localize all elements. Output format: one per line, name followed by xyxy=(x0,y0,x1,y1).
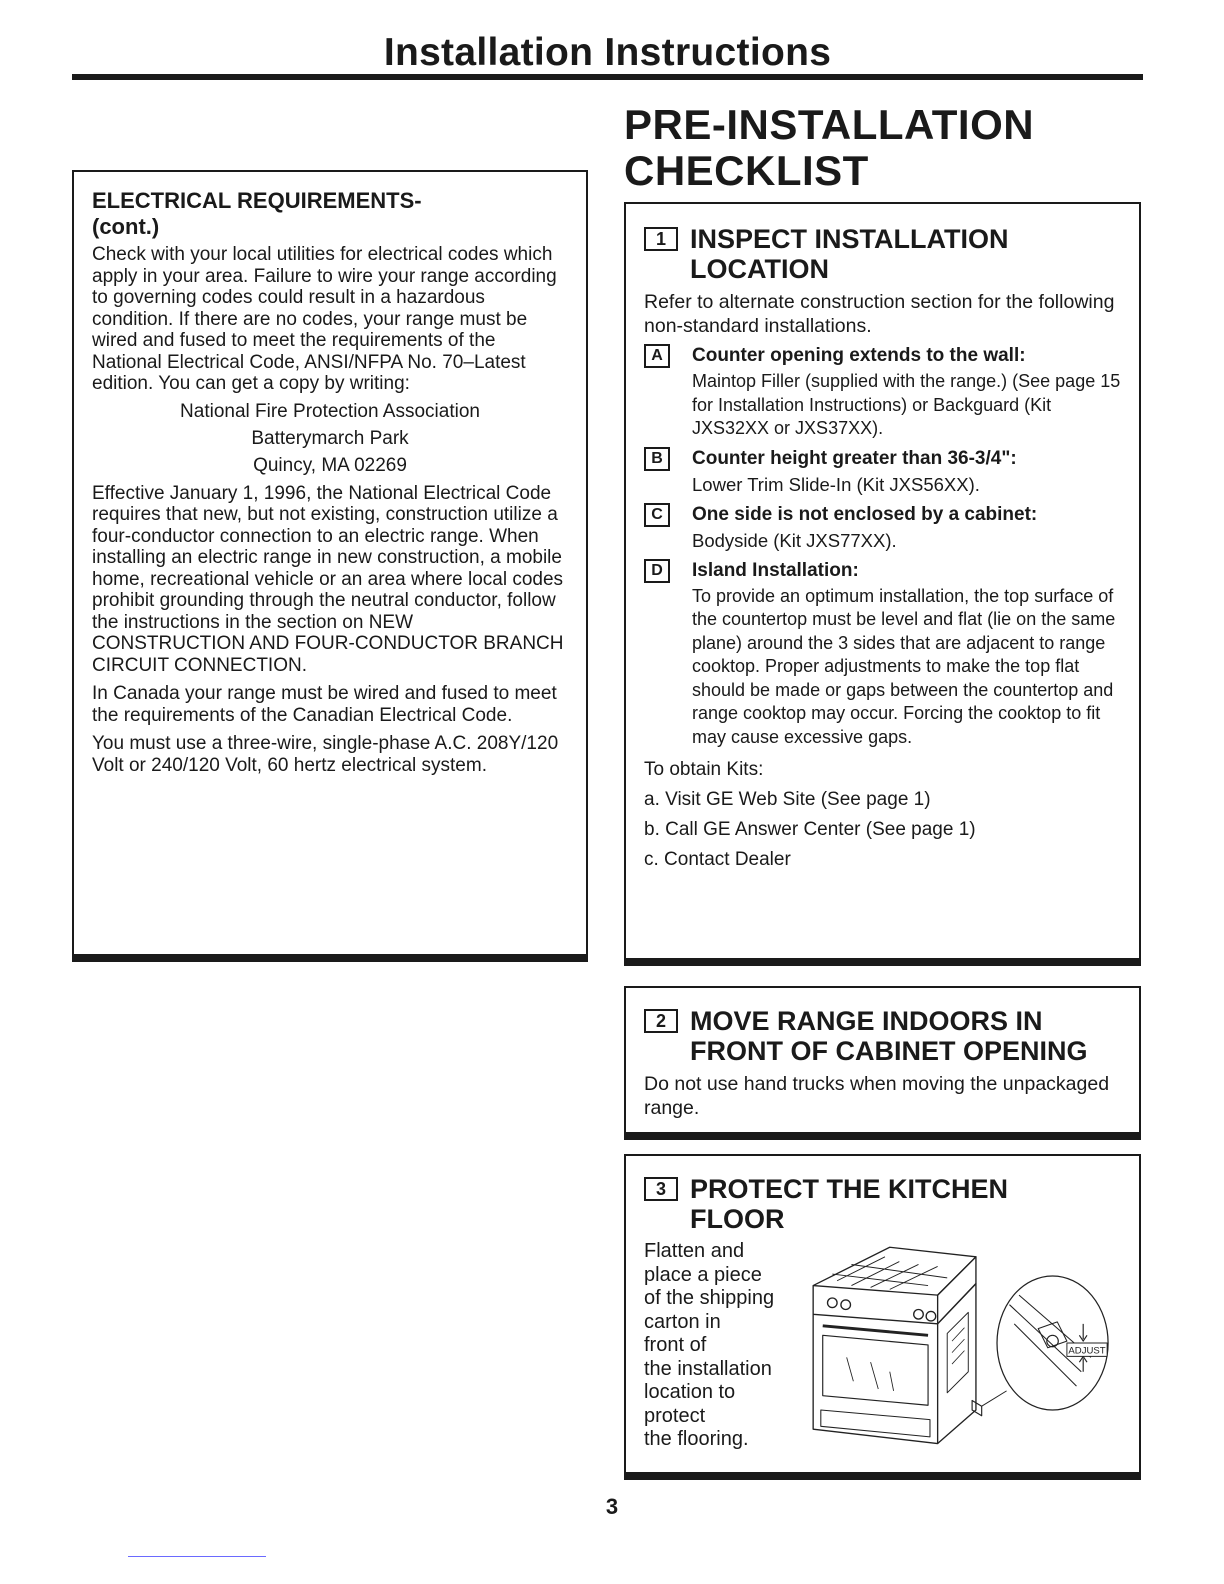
sub-item-heading: Island Installation: xyxy=(692,559,859,581)
arrow-icon xyxy=(1079,1324,1087,1341)
adjust-label: ADJUST xyxy=(1068,1345,1106,1357)
header-rule xyxy=(72,74,1143,80)
address-line: Batterymarch Park xyxy=(251,427,409,449)
electrical-requirements-box xyxy=(72,170,588,956)
knob-icon xyxy=(828,1298,838,1308)
nfpa-address xyxy=(92,398,568,479)
sub-item-b xyxy=(644,447,1121,497)
step-2-box xyxy=(624,986,1141,1134)
arrow-icon xyxy=(1079,1356,1087,1371)
step-number-badge: 3 xyxy=(644,1177,678,1201)
sub-letter-badge: D xyxy=(644,559,670,583)
checklist-title: PRE-INSTALLATION CHECKLIST xyxy=(624,101,1035,194)
sub-item-d xyxy=(644,559,1121,750)
sub-item-body: Bodyside (Kit JXS77XX). xyxy=(692,529,897,551)
kit-option: c. Contact Dealer xyxy=(644,849,791,870)
knob-icon xyxy=(841,1300,851,1310)
electrical-heading: ELECTRICAL REQUIREMENTS- (cont.) xyxy=(92,188,422,239)
step-3-body: Flatten and place a piece of the shipping carton in front of the installation location to protect the flooring. xyxy=(644,1240,775,1450)
kit-option: b. Call GE Answer Center (See page 1) xyxy=(644,819,976,840)
step-3-header xyxy=(644,1174,1121,1234)
step-1-intro: Refer to alternate construction section for the following non-standard installations. xyxy=(644,291,1115,337)
electrical-paragraph-1: Check with your local utilities for electrical codes which apply in your area. Failure to wire your range according to governing codes could result in a hazardous condition. If there are no codes, your range must be wired and fused to meet the requirements of the National Electrical Code, ANSI/NFPA No. 70–Latest edition. You can get a copy by writing: xyxy=(92,244,557,394)
sub-item-a xyxy=(644,344,1121,441)
footer-line xyxy=(128,1556,266,1557)
knob-icon xyxy=(926,1311,936,1321)
step-1-box xyxy=(624,202,1141,960)
sub-letter-badge: A xyxy=(644,344,670,368)
step-2-header xyxy=(644,1006,1121,1066)
kit-option: a. Visit GE Web Site (See page 1) xyxy=(644,789,931,810)
sub-item-heading: Counter opening extends to the wall: xyxy=(692,345,1026,366)
address-line: Quincy, MA 02269 xyxy=(253,454,407,476)
sub-item-c xyxy=(644,503,1121,553)
sub-item-body: Maintop Filler (supplied with the range.) (See page 15 for Installation Instructions) or Backguard (Kit JXS32XX or JXS37XX). xyxy=(692,371,1121,438)
step-number-badge: 1 xyxy=(644,227,678,251)
page-title: Installation Instructions xyxy=(383,31,832,74)
electrical-paragraph-4: You must use a three-wire, single-phase A.C. 208Y/120 Volt or 240/120 Volt, 60 hertz electrical system. xyxy=(92,733,559,776)
address-line: National Fire Protection Association xyxy=(180,400,480,422)
sub-item-body: To provide an optimum installation, the top surface of the countertop must be level and flat (lie on the same plane) around the 3 sides that are adjacent to range cooktop. Proper adjustments to make the top flat should be made or gaps between the countertop and range cooktop may occur. Forcing the cooktop to fit may cause excessive gaps. xyxy=(692,585,1116,747)
kits-label: To obtain Kits: xyxy=(644,759,764,780)
step-2-body: Do not use hand trucks when moving the unpackaged range. xyxy=(644,1073,1110,1119)
range-illustration xyxy=(794,1228,1110,1458)
cooktop-surface xyxy=(813,1247,976,1295)
step-3-title: PROTECT THE KITCHEN FLOOR xyxy=(690,1174,1009,1234)
sub-letter-badge: B xyxy=(644,447,670,471)
sub-item-heading: Counter height greater than 36-3/4": xyxy=(692,447,1017,469)
step-number-badge: 2 xyxy=(644,1009,678,1033)
sub-item-heading: One side is not enclosed by a cabinet: xyxy=(692,503,1038,525)
page-header xyxy=(72,30,1143,76)
page-number: 3 xyxy=(605,1494,619,1519)
knob-icon xyxy=(914,1309,924,1319)
step-1-header xyxy=(644,224,1121,284)
step-2-title: MOVE RANGE INDOORS IN FRONT OF CABINET OPENING xyxy=(690,1006,1088,1066)
sub-item-body: Lower Trim Slide-In (Kit JXS56XX). xyxy=(692,473,980,495)
kits-list xyxy=(644,755,1121,875)
electrical-paragraph-3: In Canada your range must be wired and fused to meet the requirements of the Canadian Electrical Code. xyxy=(92,683,557,726)
step-1-title: INSPECT INSTALLATION LOCATION xyxy=(690,224,1009,284)
sub-letter-badge: C xyxy=(644,503,670,527)
electrical-paragraph-2: Effective January 1, 1996, the National Electrical Code requires that new, but not existing, construction utilize a four-conductor connection to an electric range. When installing an electric range in new construction, a mobile home, recreational vehicle or an area where local codes prohibit grounding through the neutral conductor, follow the instructions in the section on NEW CONSTRUCTION AND FOUR-CONDUCTOR BRANCH CIRCUIT CONNECTION. xyxy=(92,482,564,676)
